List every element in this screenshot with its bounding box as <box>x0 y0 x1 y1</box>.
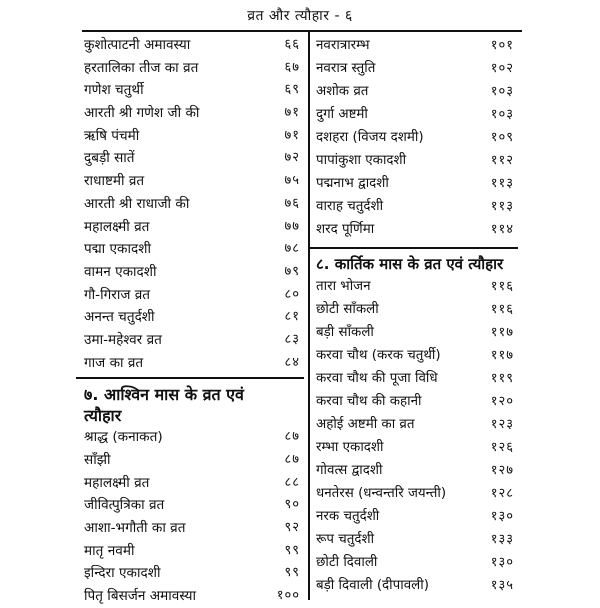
entry-title: पद्मनाभ द्वादशी <box>316 176 389 191</box>
entry-title: ऋषि पंचमी <box>84 127 140 144</box>
entry-page-number: १२३ <box>490 417 514 432</box>
entry-page-number: १३५ <box>490 578 514 593</box>
entry-title: राधाष्टमी व्रत <box>84 173 145 190</box>
entry-page-number: ७१ <box>284 127 300 143</box>
toc-entry <box>314 321 518 344</box>
section-heading-ashwin-line2: त्यौहार <box>84 406 122 426</box>
entry-title: हरतालिका तीज का व्रत <box>84 59 199 76</box>
toc-entry <box>82 517 304 540</box>
toc-entry <box>82 494 304 517</box>
entry-page-number: ६६ <box>284 37 300 52</box>
left-entries-top <box>82 34 304 374</box>
entry-page-number: ७५ <box>284 173 300 189</box>
column-divider <box>308 32 310 600</box>
toc-entry <box>82 125 304 148</box>
toc-entry <box>314 459 518 482</box>
entry-title: दशहरा (विजय दशमी) <box>316 130 424 145</box>
toc-entry <box>82 170 304 193</box>
entry-page-number: १३० <box>490 509 514 524</box>
entry-page-number: १०३ <box>490 107 514 122</box>
toc-entry <box>314 367 518 390</box>
entry-page-number: ७९ <box>284 263 300 279</box>
toc-entry <box>314 195 518 218</box>
toc-entry <box>82 449 304 472</box>
entry-title: वामन एकादशी <box>84 263 157 280</box>
toc-entry <box>82 426 304 449</box>
toc-entry <box>82 216 304 239</box>
entry-title: साँझी <box>84 452 111 468</box>
toc-entry <box>314 103 518 126</box>
entry-page-number: ६९ <box>284 82 300 98</box>
entry-page-number: ६७ <box>284 59 300 75</box>
entry-title: तारा भोजन <box>316 279 371 294</box>
toc-entry <box>314 149 518 172</box>
entry-title: आरती श्री गणेश जी की <box>84 105 200 122</box>
entry-title: गोवत्स द्वादशी <box>316 463 383 478</box>
toc-entry <box>82 34 304 57</box>
toc-entry <box>82 306 304 329</box>
toc-entry <box>314 482 518 505</box>
entry-title: छोटी साँकली <box>316 302 379 317</box>
entry-page-number: ७६ <box>284 195 300 211</box>
right-column <box>314 34 518 597</box>
entry-title: दुबड़ी सातें <box>84 150 135 167</box>
toc-entry <box>314 126 518 149</box>
entry-title: कुशोत्पाटनी अमावस्या <box>84 37 191 53</box>
right-entries-top <box>314 34 518 241</box>
toc-entry <box>82 562 304 585</box>
toc-entry <box>82 472 304 495</box>
entry-title: पितृ बिसर्जन अमावस्या <box>84 588 197 605</box>
entry-page-number: ९२ <box>284 520 300 536</box>
left-entries-bottom <box>82 426 304 608</box>
entry-page-number: १२८ <box>490 486 514 501</box>
toc-entry <box>314 436 518 459</box>
section-heading-kartik: ८. कार्तिक मास के व्रत एवं त्यौहार <box>316 255 504 273</box>
entry-title: अहोई अष्टमी का व्रत <box>316 417 415 432</box>
toc-entry <box>314 57 518 80</box>
toc-entry <box>314 218 518 241</box>
toc-entry <box>314 551 518 574</box>
entry-title: नरक चतुर्दशी <box>316 509 380 524</box>
entry-title: पापांकुशा एकादशी <box>316 153 407 168</box>
entry-title: गौ-गिराज व्रत <box>84 286 151 303</box>
entry-title: करवा चौथ (करक चतुर्थी) <box>316 348 441 363</box>
right-entries-bottom <box>314 275 518 597</box>
entry-page-number: ८७ <box>284 429 300 445</box>
entry-title: धनतेरस (धन्वन्तरि जयन्ती) <box>316 486 447 501</box>
entry-page-number: ११६ <box>490 279 514 294</box>
toc-entry <box>314 172 518 195</box>
toc-entry <box>82 329 304 352</box>
section-divider <box>76 377 304 379</box>
entry-page-number: १२६ <box>490 440 514 455</box>
toc-entry <box>82 585 304 608</box>
entry-title: उमा-महेश्वर व्रत <box>84 331 162 348</box>
toc-entry <box>82 352 304 375</box>
entry-page-number: ९० <box>284 497 300 513</box>
entry-title: छोटी दिवाली <box>316 555 378 570</box>
entry-page-number: १०१ <box>490 38 514 53</box>
toc-entry <box>82 261 304 284</box>
toc-entry <box>82 79 304 102</box>
entry-page-number: ९९ <box>284 565 300 581</box>
toc-entry <box>82 540 304 563</box>
entry-page-number: ११४ <box>490 222 514 237</box>
entry-page-number: ८० <box>284 286 300 302</box>
entry-page-number: ८१ <box>284 309 300 325</box>
entry-title: अशोक व्रत <box>316 84 369 99</box>
toc-entry <box>82 57 304 80</box>
entry-title: करवा चौथ की पूजा विधि <box>316 371 438 386</box>
toc-entry <box>314 505 518 528</box>
entry-page-number: ११२ <box>490 153 514 168</box>
entry-title: महालक्ष्मी व्रत <box>84 218 150 235</box>
toc-entry <box>314 413 518 436</box>
entry-page-number: १३० <box>490 555 514 570</box>
toc-entry <box>314 34 518 57</box>
entry-page-number: १०९ <box>490 130 514 145</box>
entry-title: दुर्गा अष्टमी <box>316 107 368 122</box>
entry-page-number: ११६ <box>490 302 514 317</box>
toc-entry <box>314 390 518 413</box>
entry-page-number: १०३ <box>490 84 514 99</box>
entry-title: अनन्त चतुर्दशी <box>84 309 155 326</box>
entry-page-number: १२० <box>490 394 514 409</box>
entry-title: नवरात्र स्तुति <box>316 61 376 76</box>
entry-page-number: ८७ <box>284 452 300 467</box>
entry-page-number: १२७ <box>490 463 514 478</box>
entry-title: रूप चतुर्दशी <box>316 532 375 547</box>
top-rule <box>82 30 522 32</box>
entry-page-number: ७२ <box>284 150 300 166</box>
page-title: व्रत और त्यौहार - ६ <box>247 8 353 24</box>
toc-entry <box>82 102 304 125</box>
entry-title: गाज का व्रत <box>84 354 144 371</box>
toc-entry <box>314 298 518 321</box>
toc-entry <box>82 238 304 261</box>
entry-title: जीवित्पुत्रिका व्रत <box>84 497 165 514</box>
entry-title: बड़ी दिवाली (दीपावली) <box>316 578 429 593</box>
entry-page-number: ८८ <box>284 474 300 490</box>
entry-page-number: ११९ <box>490 371 514 386</box>
entry-page-number: ७८ <box>284 241 300 257</box>
entry-title: वाराह चतुर्दशी <box>316 199 384 214</box>
entry-title: रम्भा एकादशी <box>316 440 384 455</box>
entry-title: पद्मा एकादशी <box>84 241 151 258</box>
toc-entry <box>314 574 518 597</box>
entry-title: बड़ी साँकली <box>316 325 374 340</box>
entry-page-number: ११३ <box>490 199 514 214</box>
entry-title: श्राद्ध (कनाकत) <box>84 429 163 446</box>
section-heading-ashwin: ७. आश्विन मास के व्रत एवं <box>84 385 244 405</box>
toc-entry <box>314 344 518 367</box>
entry-page-number: ११७ <box>490 348 514 363</box>
entry-page-number: ८४ <box>284 354 300 370</box>
left-column <box>82 34 304 608</box>
entry-page-number: १०२ <box>490 61 514 76</box>
toc-entry <box>82 147 304 170</box>
entry-title: करवा चौथ की कहानी <box>316 394 422 409</box>
entry-page-number: १३३ <box>490 532 514 547</box>
section-divider <box>308 247 518 249</box>
toc-entry <box>314 80 518 103</box>
entry-title: शरद पूर्णिमा <box>316 222 375 237</box>
entry-page-number: ११३ <box>490 176 514 191</box>
entry-page-number: ९९ <box>284 542 300 558</box>
entry-title: आशा-भगौती का व्रत <box>84 520 186 537</box>
entry-title: आरती श्री राधाजी की <box>84 195 190 212</box>
entry-page-number: ८३ <box>284 331 300 347</box>
entry-title: मातृ नवमी <box>84 542 135 559</box>
entry-title: नवरात्रारम्भ <box>316 38 370 53</box>
entry-page-number: ७१ <box>284 105 300 121</box>
entry-page-number: १०० <box>276 588 300 604</box>
entry-title: गणेश चतुर्थी <box>84 82 144 99</box>
entry-title: इन्दिरा एकादशी <box>84 565 161 582</box>
entry-page-number: ७७ <box>284 218 300 234</box>
toc-entry <box>314 275 518 298</box>
entry-title: महालक्ष्मी व्रत <box>84 474 150 491</box>
toc-entry <box>82 284 304 307</box>
toc-entry <box>82 193 304 216</box>
toc-entry <box>314 528 518 551</box>
entry-page-number: ११७ <box>490 325 514 340</box>
